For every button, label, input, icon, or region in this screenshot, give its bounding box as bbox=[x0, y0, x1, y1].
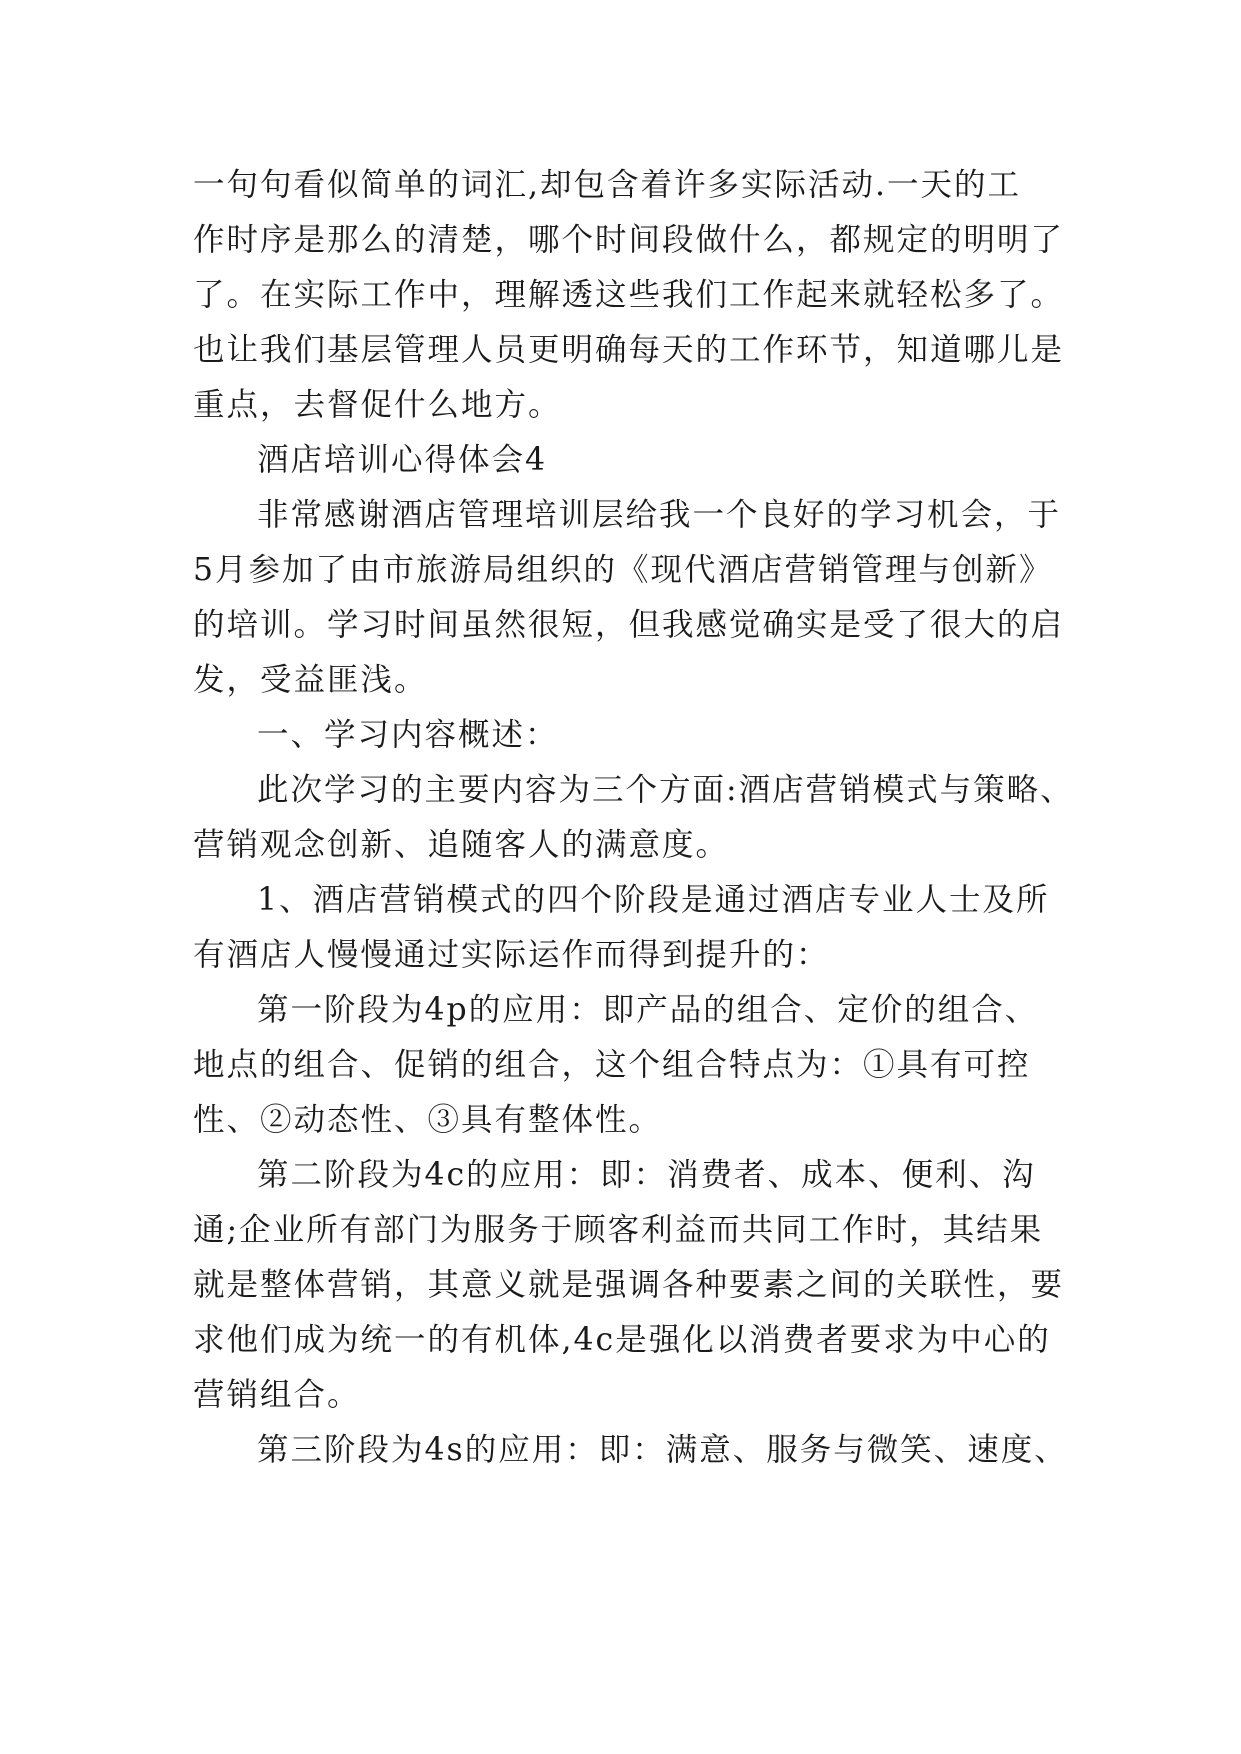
document-body bbox=[193, 158, 1073, 1478]
section-heading: 酒店培训心得体会4 bbox=[257, 442, 548, 478]
paragraph-line: 通;企业所有部门为服务于顾客利益而共同工作时，其结果 bbox=[193, 1212, 1044, 1248]
paragraph-line: 营销观念创新、追随客人的满意度。 bbox=[193, 827, 730, 863]
paragraph-line: 第一阶段为4p的应用：即产品的组合、定价的组合、 bbox=[257, 992, 1039, 1028]
paragraph-line: 有酒店人慢慢通过实际运作而得到提升的： bbox=[193, 937, 830, 973]
paragraph-line: 也让我们基层管理人员更明确每天的工作环节，知道哪儿是 bbox=[193, 332, 1065, 368]
paragraph-line: 作时序是那么的清楚，哪个时间段做什么，都规定的明明了 bbox=[193, 222, 1065, 258]
paragraph-line: 就是整体营销，其意义就是强调各种要素之间的关联性，要 bbox=[193, 1267, 1065, 1303]
paragraph-line: 发，受益匪浅。 bbox=[193, 662, 428, 698]
paragraph-line: 1、酒店营销模式的四个阶段是通过酒店专业人士及所 bbox=[257, 882, 1050, 918]
paragraph-line: 地点的组合、促销的组合，这个组合特点为：①具有可控 bbox=[193, 1047, 1031, 1083]
paragraph-line: 非常感谢酒店管理培训层给我一个良好的学习机会，于 bbox=[257, 497, 1062, 533]
paragraph-line: 重点，去督促什么地方。 bbox=[193, 387, 562, 423]
paragraph-line: 求他们成为统一的有机体,4c是强化以消费者要求为中心的 bbox=[193, 1322, 1051, 1358]
paragraph-line: 5月参加了由市旅游局组织的《现代酒店营销管理与创新》 bbox=[193, 552, 1053, 588]
paragraph-line: 了。在实际工作中，理解透这些我们工作起来就轻松多了。 bbox=[193, 277, 1065, 313]
paragraph-line: 第三阶段为4s的应用：即：满意、服务与微笑、速度、 bbox=[257, 1432, 1068, 1468]
subsection-heading: 一、学习内容概述： bbox=[257, 717, 559, 753]
paragraph-line: 的培训。学习时间虽然很短，但我感觉确实是受了很大的启 bbox=[193, 607, 1065, 643]
paragraph-line: 一句句看似简单的词汇,却包含着许多实际活动.一天的工 bbox=[193, 167, 1022, 203]
paragraph-line: 营销组合。 bbox=[193, 1377, 361, 1413]
paragraph-line: 此次学习的主要内容为三个方面:酒店营销模式与策略、 bbox=[257, 772, 1074, 808]
paragraph-line: 第二阶段为4c的应用：即：消费者、成本、便利、沟 bbox=[257, 1157, 1036, 1193]
paragraph-line: 性、②动态性、③具有整体性。 bbox=[193, 1102, 663, 1138]
